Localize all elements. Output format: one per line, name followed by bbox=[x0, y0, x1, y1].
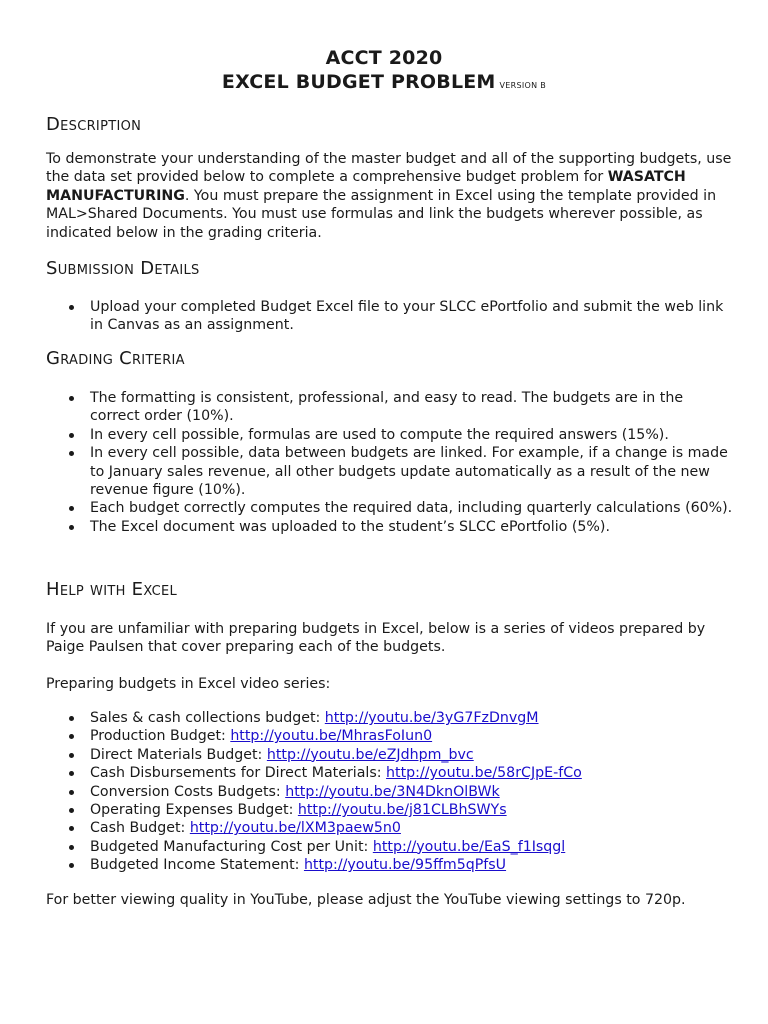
video-link[interactable]: http://youtu.be/lXM3paew5n0 bbox=[189, 820, 401, 837]
video-label: Direct Materials Budget: bbox=[90, 746, 267, 763]
list-item: The formatting is consistent, professional, and easy to read. The budgets are in the correct order (10%). bbox=[46, 389, 736, 426]
video-label: Sales & cash collections budget: bbox=[90, 710, 325, 726]
video-label: Budgeted Income Statement: bbox=[90, 857, 304, 874]
description-heading: Description bbox=[46, 114, 142, 135]
video-label: Cash Disbursements for Direct Materials: bbox=[90, 765, 387, 782]
video-item bbox=[46, 856, 736, 874]
video-link[interactable]: http://youtu.be/95ffm5qPfsU bbox=[303, 857, 507, 874]
video-item bbox=[46, 746, 736, 764]
video-link[interactable]: http://youtu.be/3yG7FzDnvgM bbox=[324, 710, 539, 726]
series-label: Preparing budgets in Excel video series: bbox=[46, 676, 331, 692]
list-item: Each budget correctly computes the required data, including quarterly calculations (60%). bbox=[46, 499, 736, 517]
video-item bbox=[46, 801, 736, 819]
youtube-settings-note: For better viewing quality in YouTube, please adjust the YouTube viewing settings to 720p. bbox=[46, 892, 686, 908]
list-item: Upload your completed Budget Excel file to your SLCC ePortfolio and submit the web link in Canvas as an assignment. bbox=[46, 298, 736, 335]
video-link[interactable]: http://youtu.be/eZJdhpm_bvc bbox=[266, 746, 474, 763]
video-link[interactable]: http://youtu.be/j81CLBhSWYs bbox=[297, 802, 507, 819]
video-label: Budgeted Manufacturing Cost per Unit: bbox=[90, 838, 373, 855]
grading-heading: Grading Criteria bbox=[46, 348, 185, 369]
video-label: Conversion Costs Budgets: bbox=[90, 783, 286, 800]
video-label: Operating Expenses Budget: bbox=[90, 802, 298, 819]
assignment-title-text: EXCEL BUDGET PROBLEM bbox=[221, 71, 496, 93]
grading-list bbox=[46, 389, 736, 536]
video-link[interactable]: http://youtu.be/58rCJpE-fCo bbox=[386, 765, 582, 782]
video-label: Cash Budget: bbox=[90, 820, 190, 837]
help-intro: If you are unfamiliar with preparing budgets in Excel, below is a series of videos prepared by Paige Paulsen that cover preparing each of the budgets. bbox=[46, 621, 706, 656]
video-link[interactable]: http://youtu.be/MhrasFoIun0 bbox=[230, 728, 433, 745]
video-item bbox=[46, 709, 736, 727]
submission-list bbox=[46, 298, 736, 335]
video-item bbox=[46, 783, 736, 801]
video-list bbox=[46, 709, 736, 875]
course-title: ACCT 2020 bbox=[325, 47, 443, 69]
description-text-before: To demonstrate your understanding of the master budget and all of the supporting budgets, use the data set provided below to complete a comprehensive budget problem for bbox=[46, 151, 732, 186]
version-label: VERSION B bbox=[499, 81, 547, 90]
list-item: In every cell possible, data between budgets are linked. For example, if a change is made to January sales revenue, all other budgets update automatically as a result of the new revenue figure (10%). bbox=[46, 444, 736, 499]
submission-heading: Submission Details bbox=[46, 258, 200, 279]
video-link[interactable]: http://youtu.be/EaS_f1Isqgl bbox=[372, 838, 566, 855]
help-heading: Help with Excel bbox=[46, 579, 178, 600]
video-item bbox=[46, 819, 736, 837]
assignment-title bbox=[0, 70, 768, 98]
description-text-after: . You must prepare the assignment in Excel using the template provided in MAL>Shared Documents. You must use formulas and link the budgets wherever possible, as indicated below in the grading criteria. bbox=[46, 187, 717, 241]
video-item bbox=[46, 727, 736, 745]
video-link[interactable]: http://youtu.be/3N4DknOlBWk bbox=[285, 783, 500, 800]
video-label: Production Budget: bbox=[90, 728, 231, 745]
list-item: In every cell possible, formulas are used to compute the required answers (15%). bbox=[46, 426, 736, 444]
video-item bbox=[46, 838, 736, 856]
video-item bbox=[46, 764, 736, 782]
list-item: The Excel document was uploaded to the student’s SLCC ePortfolio (5%). bbox=[46, 518, 736, 536]
description-paragraph bbox=[46, 150, 736, 242]
company-name: WASATCH MANUFACTURING bbox=[46, 169, 686, 204]
